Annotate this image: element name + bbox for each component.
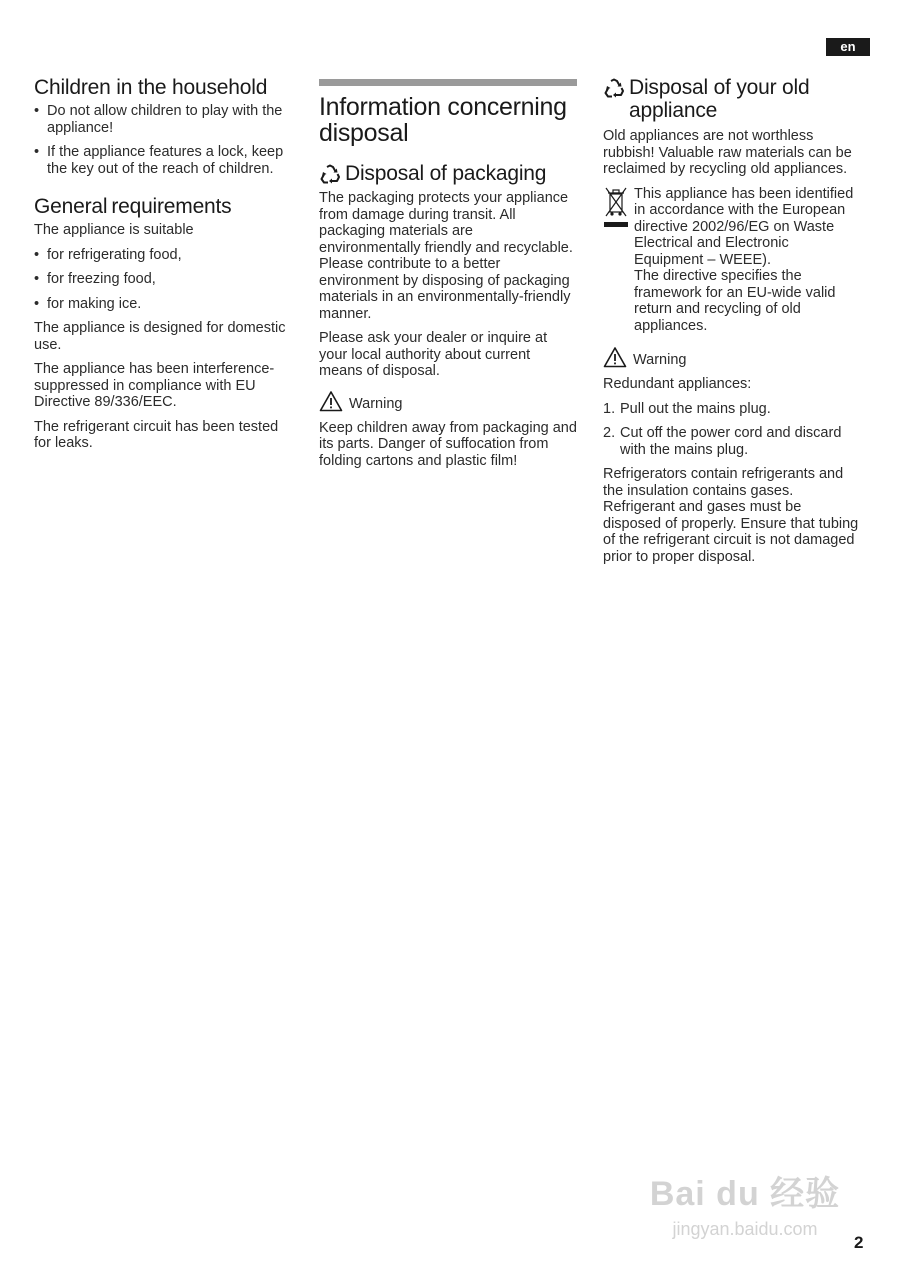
redundant-intro: Redundant appliances: <box>603 376 752 392</box>
general-requirements-heading: General requirements <box>34 195 232 218</box>
list-item: • for freezing food, <box>34 271 292 288</box>
column-disposal <box>319 76 577 477</box>
step-number: 1. <box>603 400 616 417</box>
children-heading: Children in the household <box>34 76 268 99</box>
domestic-paragraph: The appliance is designed for domestic use. <box>34 320 286 353</box>
warning-row <box>603 344 861 368</box>
column-household <box>34 76 292 460</box>
watermark <box>640 1148 850 1248</box>
warning-label: Warning <box>349 395 403 412</box>
column-old-appliance <box>603 76 861 573</box>
interference-paragraph: The appliance has been interference-suppressed in compliance with EU Directive 89/336/EEC. <box>34 361 275 410</box>
warning-paragraph: Keep children away from packaging and its parts. Danger of suffocation from folding cartons and plastic film! <box>319 419 577 469</box>
language-badge: en <box>826 38 870 56</box>
step-number: 2. <box>603 425 616 441</box>
warning-triangle-icon <box>319 390 343 412</box>
watermark-logo: Bai du 经验 <box>649 1175 841 1213</box>
watermark-url: jingyan.baidu.com <box>672 1219 818 1239</box>
warning-row <box>319 388 577 412</box>
recycle-icon <box>603 78 625 100</box>
general-intro: The appliance is suitable <box>34 222 194 238</box>
page-number: 2 <box>854 1233 864 1252</box>
list-item: • Do not allow children to play with the appliance! <box>34 103 292 136</box>
list-item: • If the appliance features a lock, keep the key out of the reach of children. <box>34 144 292 177</box>
packaging-heading-row <box>319 162 577 186</box>
list-item: • for making ice. <box>34 296 292 313</box>
old-appliance-heading: Disposal of your old appliance <box>629 76 810 122</box>
list-item: • for refrigerating food, <box>34 247 292 264</box>
tested-paragraph: The refrigerant circuit has been tested for leaks. <box>34 418 279 451</box>
warning-triangle-icon <box>603 346 627 368</box>
dealer-paragraph: Please ask your dealer or inquire at your local authority about current means of disposal. <box>319 330 548 379</box>
general-list <box>34 247 292 313</box>
warning-label: Warning <box>633 352 687 368</box>
refrigerants-paragraph: Refrigerators contain refrigerants and the insulation contains gases. Refrigerant and gases must be disposed of properly. Ensure that tubing of the refrigerant circuit is not damaged prior to proper disposal. <box>603 466 859 565</box>
children-list <box>34 103 292 177</box>
weee-text <box>634 186 861 335</box>
step-text: Cut off the power cord and discard with the mains plug. <box>620 425 842 458</box>
old-appliance-heading-row <box>603 76 861 122</box>
crossed-bin-icon <box>603 186 629 335</box>
list-item <box>603 425 861 458</box>
section-rule <box>319 79 577 86</box>
weee-block <box>603 186 861 335</box>
packaging-heading: Disposal of packaging <box>345 162 547 185</box>
step-text: Pull out the mains plug. <box>620 400 771 417</box>
recycle-icon <box>319 164 341 186</box>
list-item <box>603 401 861 418</box>
packaging-paragraph: The packaging protects your appliance from damage during transit. All packaging materials are environmentally friendly and recyclable. Please contribute to a better environment by disposing of packaging materials in an environmentally-friendly manner. <box>319 190 573 322</box>
weee-paragraph: This appliance has been identified in accordance with the European directive 2002/96/EG on Waste Electrical and Electronic Equipment – WEEE). <box>634 185 854 268</box>
old-appliance-intro: Old appliances are not worthless rubbish! Valuable raw materials can be reclaimed by recycling old appliances. <box>603 128 852 177</box>
disposal-main-heading: Information concerning disposal <box>319 93 567 147</box>
directive-paragraph: The directive specifies the framework for an EU-wide valid return and recycling of old appliances. <box>634 268 836 334</box>
steps-list <box>603 401 861 459</box>
